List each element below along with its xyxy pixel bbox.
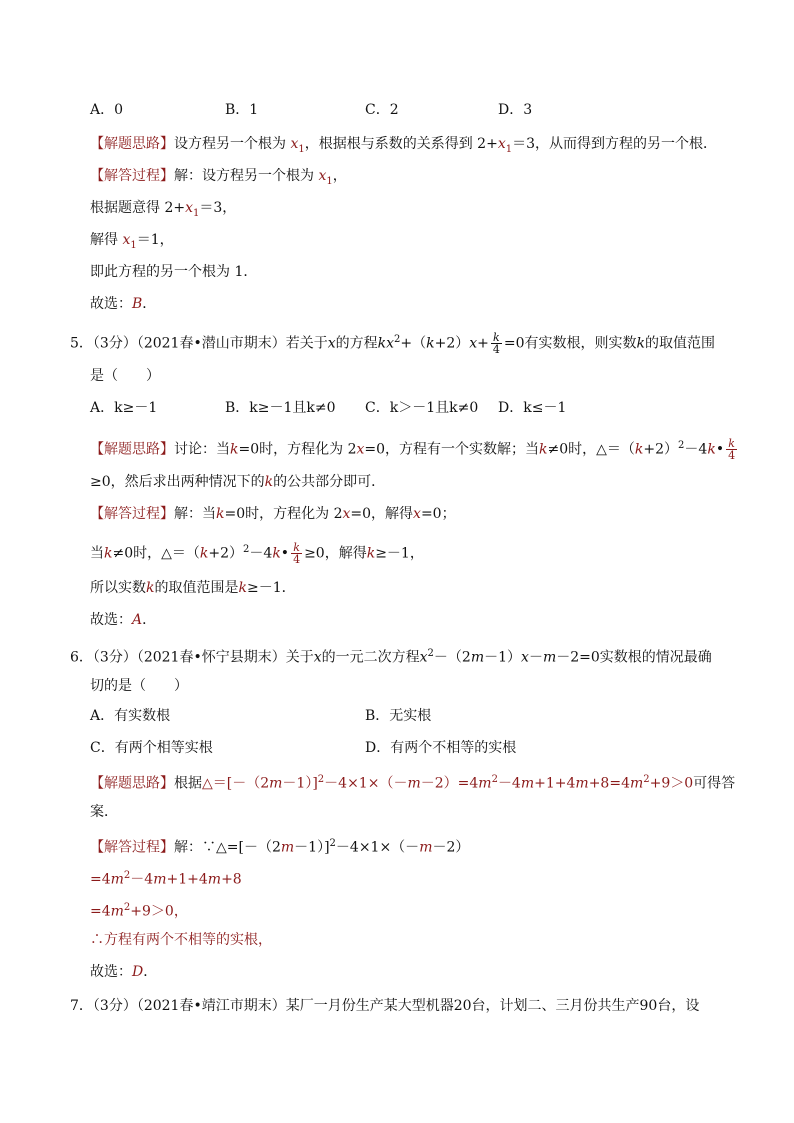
q5-option-d: D．k≤－1 (498, 400, 567, 416)
text: =0，解得 (350, 506, 414, 522)
text: +（ (400, 335, 427, 352)
var: x (419, 649, 428, 666)
var: x (356, 441, 365, 458)
text: =0； (420, 506, 456, 522)
text: △＝[－（2 (202, 775, 270, 792)
text: =4 (90, 903, 111, 920)
fraction-num: k (726, 438, 737, 450)
text: 故选： (90, 612, 132, 628)
text: 的取值范围 (645, 335, 716, 352)
text: +2） (208, 545, 244, 562)
sub: 1 (130, 239, 137, 251)
q6-thinking (90, 770, 735, 794)
q4-step1 (90, 198, 236, 224)
var: x (327, 335, 336, 352)
q6-step1 (90, 866, 242, 890)
text: ＝3， (199, 200, 237, 216)
text: +9＞0 (649, 775, 694, 792)
q6-process (90, 834, 469, 858)
sup: 2 (427, 648, 434, 659)
var: k (377, 335, 387, 352)
text: －4 (249, 545, 273, 562)
answer-letter: B (132, 296, 143, 312)
var: k (539, 441, 548, 458)
text: =0，方程有一个实数解；当 (364, 441, 540, 458)
q6-stem (70, 644, 712, 668)
fraction (291, 542, 302, 565)
var: m (110, 903, 124, 920)
text: －1） (484, 649, 522, 666)
text: ≥0，解得 (304, 545, 367, 562)
q4-option-d: D．3 (498, 102, 533, 118)
q5-thinking-line2 (90, 472, 385, 492)
text: －4 (497, 775, 521, 792)
sup: 2 (243, 544, 250, 555)
text: +2） (434, 335, 470, 352)
text: 故选： (90, 296, 132, 312)
var: k (238, 580, 247, 596)
fraction-den: 4 (492, 343, 500, 357)
text: －2）=4 (420, 775, 479, 792)
text: －4 (684, 441, 708, 458)
q5-option-c: C．k＞－1且k≠0 (365, 400, 479, 416)
text: 讨论：当 (174, 441, 230, 458)
var: x (413, 506, 421, 522)
text: =0时，方程化为 2 (224, 506, 343, 522)
var: x (521, 649, 529, 666)
var: x (290, 136, 299, 152)
var: k (636, 335, 646, 352)
var: m (629, 775, 644, 792)
var: k (272, 545, 281, 562)
sup: 2 (394, 334, 401, 345)
q6-step2 (90, 898, 188, 922)
var: m (419, 839, 433, 856)
var: m (280, 839, 295, 856)
var: k (104, 545, 113, 562)
var: k (264, 474, 274, 490)
fraction-num: k (491, 332, 502, 344)
q4-option-a: A．0 (90, 102, 124, 118)
text: 故选： (90, 964, 132, 980)
q6-option-c: C．有两个相等实根 (90, 740, 213, 756)
thinking-tag: 【解题思路】 (90, 775, 174, 792)
text: －4×1×（－ (335, 839, 420, 856)
q4-option-c: C．2 (365, 102, 399, 118)
text: ≥－1． (246, 580, 296, 596)
text: ≥－1， (375, 545, 424, 562)
fraction (491, 332, 502, 355)
var: k (707, 441, 716, 458)
var: m (207, 871, 222, 888)
question-number: 6． (70, 649, 93, 666)
var: k (199, 545, 209, 562)
q5-thinking: 【解题思路】讨论：当k=0时，方程化为 2x=0，方程有一个实数解；当k≠0时，$\triangle=(k+2)^2-4k•$ $\frac{k}{4}$ (90, 437, 736, 463)
var: k (634, 441, 644, 458)
var: m (110, 871, 124, 888)
var: k (366, 545, 376, 562)
text: －（2 (433, 649, 471, 666)
var: x (318, 168, 327, 184)
text: （3分）（2021春•潜山市期末）若关于 (92, 335, 328, 352)
text: =0时，方程化为 2 (238, 441, 357, 458)
sup: 2 (317, 774, 325, 785)
q6-option-b: B．无实根 (365, 708, 432, 724)
var: k (426, 335, 435, 352)
text: 设方程另一个根为 (174, 136, 291, 152)
text: －2=0实数根的情况最确 (556, 649, 712, 666)
text: ≠0时，△＝（ (112, 545, 200, 562)
var: m (575, 775, 589, 792)
text: +1+4 (534, 775, 576, 792)
var: x (313, 649, 322, 666)
q5-step1: 当k≠0时，$\triangle=(k+2)^2-4k•$ $\frac{k}{4}$ ≥0，解得k≥－1， (90, 541, 424, 567)
sup: 2 (123, 902, 131, 913)
sub: 1 (326, 175, 333, 187)
text: 解：当 (174, 506, 216, 522)
var: x (185, 200, 193, 216)
var: x (469, 335, 478, 352)
q6-option-a: A．有实数根 (90, 708, 171, 724)
q5-step2 (90, 578, 296, 598)
sub: 1 (505, 143, 513, 155)
thinking-tag: 【解题思路】 (90, 136, 174, 152)
var: x (122, 232, 131, 248)
text: +9＞0， (130, 903, 188, 920)
var: x (342, 506, 351, 522)
q6-option-d: D．有两个不相等的实根 (365, 740, 517, 756)
var: m (478, 775, 492, 792)
text: =4 (90, 871, 111, 888)
q6-thinking-line2: 案． (90, 804, 118, 820)
thinking-tag: 【解题思路】 (90, 441, 174, 458)
var: k (230, 441, 239, 458)
text: 解得 (90, 232, 123, 248)
var: x (386, 335, 395, 352)
q5-stem: 5．（3分）（2021春•潜山市期末）若关于x的方程$kx^2+(k+2)x+$ $\frac{k}{4}$ =0有实数根，则实数k的取值范围 (70, 331, 716, 357)
text: +2） (643, 441, 679, 458)
q4-thinking (90, 134, 717, 160)
sup: 2 (329, 838, 336, 849)
text: 可得答 (693, 775, 736, 792)
text: 所以实数 (90, 580, 146, 596)
answer-letter: A (132, 612, 143, 628)
var: m (542, 649, 557, 666)
text: （3分）（2021春•靖江市期末）某厂一月份生产某大型机器20台，计划二、三月份共生产90台，设 (92, 998, 700, 1014)
text: 根据题意得 2+ (90, 200, 186, 216)
var: m (153, 871, 167, 888)
q4-step2 (90, 230, 174, 256)
text: 的公共部分即可． (273, 474, 386, 490)
process-tag: 【解答过程】 (90, 839, 174, 856)
text: －2） (432, 839, 470, 856)
text: 解：∵△=[－（2 (174, 839, 281, 856)
q6-step3: ∴方程有两个不相等的实根， (90, 932, 272, 948)
text: ≥0，然后求出两种情况下的 (90, 474, 265, 490)
sub: 1 (193, 207, 200, 219)
q4-step3: 即此方程的另一个根为 1． (90, 264, 258, 280)
text: ． (142, 296, 157, 312)
text: +8=4 (588, 775, 630, 792)
text: 解：设方程另一个根为 (174, 168, 319, 184)
text: ， (332, 168, 347, 184)
var: k (216, 506, 225, 522)
text: 根据 (174, 775, 202, 792)
var: m (520, 775, 535, 792)
question-number: 7． (70, 998, 93, 1014)
q5-answer (90, 610, 156, 630)
sup: 2 (678, 440, 685, 451)
process-tag: 【解答过程】 (90, 506, 174, 522)
text: 的方程 (335, 335, 378, 352)
var: m (407, 775, 421, 792)
answer-letter: D (132, 964, 144, 980)
text: 的一元二次方程 (321, 649, 420, 666)
text: －1）] (282, 775, 318, 792)
q4-option-b: B．1 (225, 102, 259, 118)
fraction-num: k (291, 542, 302, 554)
text: 的取值范围是 (154, 580, 239, 596)
text: ＝3，从而得到方程的另一个根． (512, 136, 718, 152)
text: 当 (90, 545, 104, 562)
q7-stem (70, 996, 699, 1016)
process-tag: 【解答过程】 (90, 168, 174, 184)
text: ，根据根与系数的关系得到 2+ (304, 136, 498, 152)
fraction (726, 438, 737, 461)
sup: 2 (643, 774, 650, 785)
q5-option-a: A．k≥－1 (90, 400, 158, 416)
text: －1）] (294, 839, 330, 856)
question-number: 5． (70, 335, 93, 352)
q6-stem-line2: 切的是（ ） (90, 678, 188, 694)
text: +8 (221, 871, 242, 888)
text: － (528, 649, 543, 666)
sup: 2 (123, 870, 131, 881)
sub: 1 (298, 143, 305, 155)
var: m (269, 775, 283, 792)
sup: 2 (491, 774, 498, 785)
var: k (146, 580, 155, 596)
var: m (470, 649, 485, 666)
q5-stem-line2: 是（ ） (90, 368, 160, 384)
text: +1+4 (166, 871, 208, 888)
text: －4×1×（－ (324, 775, 408, 792)
fraction-den: 4 (293, 553, 301, 567)
text: ≠0时，△＝（ (547, 441, 635, 458)
text: =0有实数根，则实数 (503, 335, 637, 352)
fraction-den: 4 (728, 449, 736, 463)
q6-answer (90, 962, 157, 982)
q5-process (90, 504, 456, 524)
text: （3分）（2021春•怀宁县期末）关于 (92, 649, 314, 666)
q5-option-b: B．k≥－1且k≠0 (225, 400, 336, 416)
text: ． (142, 612, 157, 628)
text: －4 (130, 871, 154, 888)
q4-answer (90, 294, 156, 314)
text: ＝1， (136, 232, 174, 248)
text: ． (143, 964, 158, 980)
q4-process (90, 166, 347, 192)
var: x (497, 136, 506, 152)
